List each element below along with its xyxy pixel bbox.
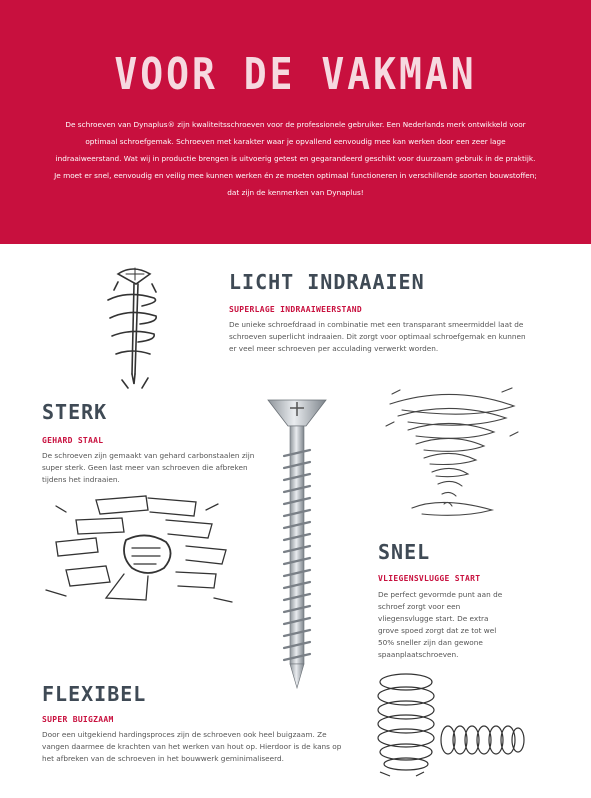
section-subtitle-licht-indraaien: SUPERLAGE INDRAAIWEERSTAND bbox=[229, 305, 363, 314]
screw-product-image bbox=[262, 396, 332, 690]
section-title-licht-indraaien: LICHT INDRAAIEN bbox=[229, 270, 425, 294]
tornado-sketch-icon bbox=[382, 386, 522, 520]
fist-through-wall-icon bbox=[36, 490, 236, 610]
springs-sketch-icon bbox=[368, 668, 534, 778]
section-title-snel: SNEL bbox=[378, 540, 431, 564]
section-body-snel: De perfect gevormde punt aan de schroef zorgt voor een vliegensvlugge start. De extra grove spoed zorgt dat ze tot wel 50% sneller zijn dan gewone spaanplaatschroeven. bbox=[378, 590, 503, 659]
page-title: VOOR DE VAKMAN bbox=[114, 48, 477, 100]
section-body-licht-indraaien: De unieke schroefdraad in combinatie met een transparant smeermiddel laat de schroeven superlicht indraaien. Dit zorgt voor optimaal schroefgemak en kunnen er veel meer schroeven per acculading verwerkt worden. bbox=[229, 320, 526, 353]
intro-text: De schroeven van Dynaplus® zijn kwaliteitsschroeven voor de professionele gebruiker. Een Nederlands merk ontwikkeld voor optimaal schroefgemak. Schroeven met karakter waar je opvallend eenvoudig mee kan werken door een zeer lage indraaiweerstand. Wat wij in productie brengen is uitvoerig getest en gegarandeerd geschikt voor duurzaam gebruik in de praktijk. Je moet er snel, eenvoudig en veilig mee kunnen werken én ze moeten optimaal functioneren in verschillende soorten bouwstoffen; dat zijn de kenmerken van Dynaplus! bbox=[54, 120, 537, 197]
section-subtitle-flexibel: SUPER BUIGZAAM bbox=[42, 715, 114, 724]
screw-spiral-sketch-icon bbox=[98, 262, 168, 392]
section-subtitle-snel: VLIEGENSVLUGGE START bbox=[378, 574, 481, 583]
section-body-sterk: De schroeven zijn gemaakt van gehard carbonstaalen zijn super sterk. Geen last meer van schroeven die afbreken tijdens het indraaien. bbox=[42, 451, 255, 484]
hero-banner bbox=[0, 0, 591, 244]
section-body-flexibel: Door een uitgekiend hardingsproces zijn de schroeven ook heel buigzaam. Ze vangen daarmee de krachten van het werken van hout op. Hierdoor is de kans op het afbreken van de schroeven in het bouwwerk geminimaliseerd. bbox=[42, 730, 342, 763]
section-subtitle-sterk: GEHARD STAAL bbox=[42, 436, 104, 445]
section-title-sterk: STERK bbox=[42, 400, 108, 424]
section-title-flexibel: FLEXIBEL bbox=[42, 682, 147, 706]
